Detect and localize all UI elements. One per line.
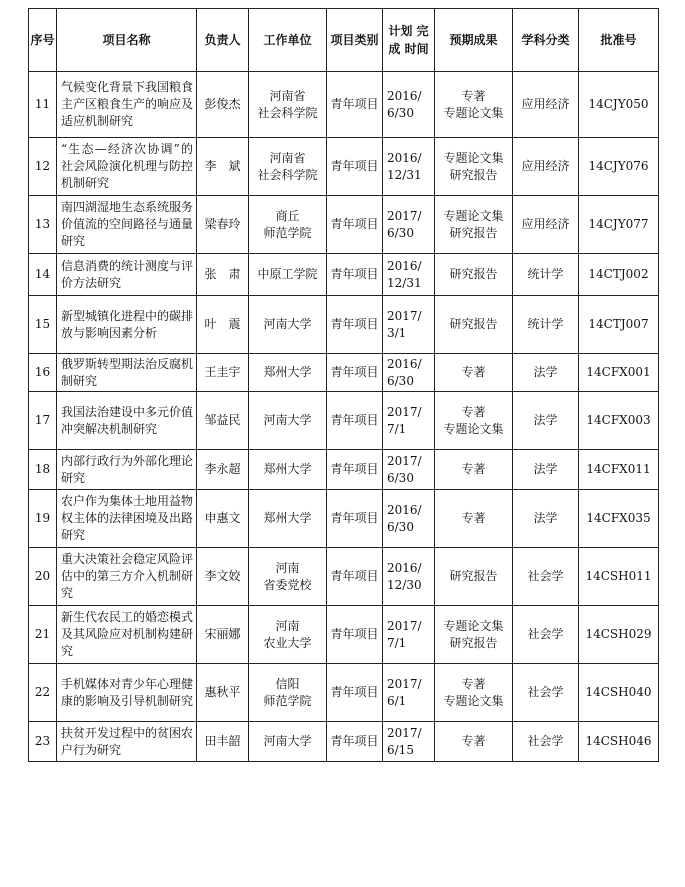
cell-result bbox=[435, 196, 513, 254]
cell-unit bbox=[249, 296, 327, 354]
cell-discipline: 法学 bbox=[513, 392, 579, 450]
cell-approval: 14CJY076 bbox=[579, 138, 659, 196]
cell-no: 17 bbox=[29, 392, 57, 450]
cell-unit-line: 商丘 bbox=[275, 208, 300, 223]
cell-date bbox=[383, 392, 435, 450]
cell-no: 13 bbox=[29, 196, 57, 254]
cell-no: 15 bbox=[29, 296, 57, 354]
cell-unit-line: 河南大学 bbox=[263, 734, 312, 748]
cell-date-line: 2017/ bbox=[387, 453, 422, 468]
cell-discipline: 社会学 bbox=[513, 664, 579, 722]
cell-project-name: 扶贫开发过程中的贫困农户行为研究 bbox=[57, 722, 197, 762]
cell-category: 青年项目 bbox=[327, 450, 383, 490]
cell-category: 青年项目 bbox=[327, 392, 383, 450]
cell-approval: 14CJY050 bbox=[579, 72, 659, 138]
cell-date-line: 7/1 bbox=[387, 421, 407, 436]
cell-leader: 申惠文 bbox=[197, 490, 249, 548]
cell-unit-line: 郑州大学 bbox=[263, 462, 312, 476]
cell-date-line: 6/30 bbox=[387, 373, 414, 388]
cell-unit-line: 省委党校 bbox=[263, 577, 312, 592]
header-approval: 批准号 bbox=[579, 9, 659, 72]
cell-date bbox=[383, 548, 435, 606]
cell-project-name: 农户作为集体土地用益物权主体的法律困境及出路研究 bbox=[57, 490, 197, 548]
cell-date bbox=[383, 606, 435, 664]
cell-date bbox=[383, 664, 435, 722]
cell-approval: 14CFX003 bbox=[579, 392, 659, 450]
cell-date-line: 7/1 bbox=[387, 635, 407, 650]
cell-approval: 14CTJ007 bbox=[579, 296, 659, 354]
cell-result bbox=[435, 490, 513, 548]
cell-date-line: 2016/ bbox=[387, 356, 422, 371]
header-discipline: 学科分类 bbox=[513, 9, 579, 72]
cell-approval: 14CTJ002 bbox=[579, 254, 659, 296]
cell-unit-line: 河南省 bbox=[269, 88, 306, 103]
cell-date bbox=[383, 450, 435, 490]
cell-unit-line: 河南 bbox=[275, 618, 300, 633]
cell-date-line: 2016/ bbox=[387, 150, 422, 165]
cell-unit-line: 中原工学院 bbox=[257, 267, 318, 281]
cell-leader: 张 肃 bbox=[197, 254, 249, 296]
cell-result-line: 专题论文集 bbox=[443, 208, 504, 223]
cell-project-name: 南四湖湿地生态系统服务价值流的空间路径与通量研究 bbox=[57, 196, 197, 254]
cell-result-line: 研究报告 bbox=[449, 167, 498, 182]
cell-unit-line: 河南省 bbox=[269, 150, 306, 165]
project-table bbox=[28, 8, 659, 762]
cell-category: 青年项目 bbox=[327, 722, 383, 762]
cell-result bbox=[435, 296, 513, 354]
cell-result-line: 专著 bbox=[461, 404, 486, 419]
cell-category: 青年项目 bbox=[327, 606, 383, 664]
cell-date bbox=[383, 296, 435, 354]
table-row bbox=[29, 606, 659, 664]
header-date-line: 计划 bbox=[388, 24, 413, 38]
table-row bbox=[29, 548, 659, 606]
header-leader: 负责人 bbox=[197, 9, 249, 72]
cell-result-line: 专著 bbox=[461, 676, 486, 691]
cell-leader: 田丰韶 bbox=[197, 722, 249, 762]
cell-date bbox=[383, 254, 435, 296]
cell-result-line: 专题论文集 bbox=[443, 105, 504, 120]
cell-discipline: 法学 bbox=[513, 450, 579, 490]
cell-unit bbox=[249, 722, 327, 762]
cell-date-line: 6/15 bbox=[387, 742, 414, 757]
cell-discipline: 社会学 bbox=[513, 722, 579, 762]
cell-date bbox=[383, 196, 435, 254]
cell-approval: 14CFX001 bbox=[579, 354, 659, 392]
cell-date-line: 2016/ bbox=[387, 88, 422, 103]
cell-date-line: 2017/ bbox=[387, 618, 422, 633]
cell-unit-line: 河南大学 bbox=[263, 413, 312, 427]
cell-date bbox=[383, 138, 435, 196]
cell-leader: 王圭宇 bbox=[197, 354, 249, 392]
cell-leader: 李 斌 bbox=[197, 138, 249, 196]
cell-date-line: 6/30 bbox=[387, 519, 414, 534]
cell-discipline: 社会学 bbox=[513, 548, 579, 606]
cell-leader: 李文姣 bbox=[197, 548, 249, 606]
cell-approval: 14CJY077 bbox=[579, 196, 659, 254]
cell-result-line: 专题论文集 bbox=[443, 421, 504, 436]
table-row bbox=[29, 254, 659, 296]
table-row bbox=[29, 664, 659, 722]
table-row bbox=[29, 196, 659, 254]
cell-date-line: 2016/ bbox=[387, 258, 422, 273]
cell-result-line: 专著 bbox=[461, 365, 486, 379]
table-row bbox=[29, 392, 659, 450]
cell-date-line: 3/1 bbox=[387, 325, 407, 340]
table-body bbox=[29, 72, 659, 762]
header-result: 预期成果 bbox=[435, 9, 513, 72]
cell-result-line: 研究报告 bbox=[449, 317, 498, 331]
cell-unit-line: 信阳 bbox=[275, 676, 300, 691]
cell-leader: 宋丽娜 bbox=[197, 606, 249, 664]
cell-discipline: 统计学 bbox=[513, 296, 579, 354]
cell-unit bbox=[249, 254, 327, 296]
cell-result bbox=[435, 450, 513, 490]
cell-category: 青年项目 bbox=[327, 664, 383, 722]
cell-project-name: 信息消费的统计测度与评价方法研究 bbox=[57, 254, 197, 296]
cell-date-line: 2016/ bbox=[387, 560, 422, 575]
cell-category: 青年项目 bbox=[327, 296, 383, 354]
cell-leader: 李永超 bbox=[197, 450, 249, 490]
cell-result bbox=[435, 606, 513, 664]
cell-project-name: 新型城镇化进程中的碳排放与影响因素分析 bbox=[57, 296, 197, 354]
header-unit: 工作单位 bbox=[249, 9, 327, 72]
cell-no: 11 bbox=[29, 72, 57, 138]
cell-leader: 彭俊杰 bbox=[197, 72, 249, 138]
cell-result-line: 专著 bbox=[461, 88, 486, 103]
cell-no: 20 bbox=[29, 548, 57, 606]
cell-unit-line: 河南大学 bbox=[263, 317, 312, 331]
cell-unit bbox=[249, 548, 327, 606]
cell-result-line: 专著 bbox=[461, 734, 486, 748]
cell-date bbox=[383, 490, 435, 548]
cell-approval: 14CFX035 bbox=[579, 490, 659, 548]
cell-discipline: 社会学 bbox=[513, 606, 579, 664]
cell-unit bbox=[249, 138, 327, 196]
header-no: 序号 bbox=[29, 9, 57, 72]
cell-discipline: 法学 bbox=[513, 354, 579, 392]
cell-leader: 叶 震 bbox=[197, 296, 249, 354]
cell-date bbox=[383, 722, 435, 762]
cell-date-line: 6/30 bbox=[387, 470, 414, 485]
cell-leader: 邹益民 bbox=[197, 392, 249, 450]
cell-result-line: 专题论文集 bbox=[443, 150, 504, 165]
cell-date-line: 2017/ bbox=[387, 725, 422, 740]
cell-category: 青年项目 bbox=[327, 138, 383, 196]
cell-category: 青年项目 bbox=[327, 254, 383, 296]
cell-unit bbox=[249, 450, 327, 490]
cell-project-name: 手机媒体对青少年心理健康的影响及引导机制研究 bbox=[57, 664, 197, 722]
cell-unit-line: 师范学院 bbox=[263, 693, 312, 708]
cell-approval: 14CSH046 bbox=[579, 722, 659, 762]
cell-result-line: 专著 bbox=[461, 462, 486, 476]
cell-date-line: 12/31 bbox=[387, 167, 422, 182]
cell-project-name: “生态—经济次协调”的社会风险演化机理与防控机制研究 bbox=[57, 138, 197, 196]
cell-approval: 14CSH029 bbox=[579, 606, 659, 664]
cell-result-line: 研究报告 bbox=[449, 267, 498, 281]
cell-no: 22 bbox=[29, 664, 57, 722]
cell-category: 青年项目 bbox=[327, 72, 383, 138]
cell-result bbox=[435, 392, 513, 450]
cell-date bbox=[383, 354, 435, 392]
table-row bbox=[29, 354, 659, 392]
cell-no: 14 bbox=[29, 254, 57, 296]
header-name: 项目名称 bbox=[57, 9, 197, 72]
cell-unit-line: 师范学院 bbox=[263, 225, 312, 240]
cell-category: 青年项目 bbox=[327, 548, 383, 606]
cell-date-line: 6/1 bbox=[387, 693, 407, 708]
cell-category: 青年项目 bbox=[327, 196, 383, 254]
cell-no: 16 bbox=[29, 354, 57, 392]
cell-discipline: 应用经济 bbox=[513, 196, 579, 254]
cell-approval: 14CSH011 bbox=[579, 548, 659, 606]
table-row bbox=[29, 450, 659, 490]
cell-date-line: 12/30 bbox=[387, 577, 422, 592]
header-date bbox=[383, 9, 435, 72]
cell-result bbox=[435, 138, 513, 196]
cell-leader: 梁春玲 bbox=[197, 196, 249, 254]
table-row bbox=[29, 296, 659, 354]
header-row bbox=[29, 9, 659, 72]
cell-result-line: 研究报告 bbox=[449, 225, 498, 240]
cell-date bbox=[383, 72, 435, 138]
cell-no: 21 bbox=[29, 606, 57, 664]
cell-date-line: 2016/ bbox=[387, 502, 422, 517]
cell-category: 青年项目 bbox=[327, 354, 383, 392]
cell-unit-line: 郑州大学 bbox=[263, 365, 312, 379]
cell-no: 12 bbox=[29, 138, 57, 196]
cell-category: 青年项目 bbox=[327, 490, 383, 548]
cell-date-line: 2017/ bbox=[387, 404, 422, 419]
cell-date-line: 2017/ bbox=[387, 208, 422, 223]
cell-project-name: 气候变化背景下我国粮食主产区粮食生产的响应及适应机制研究 bbox=[57, 72, 197, 138]
cell-project-name: 俄罗斯转型期法治反腐机制研究 bbox=[57, 354, 197, 392]
cell-result bbox=[435, 354, 513, 392]
cell-unit bbox=[249, 354, 327, 392]
header-date-line: 完成 bbox=[388, 24, 429, 56]
cell-project-name: 重大决策社会稳定风险评估中的第三方介入机制研究 bbox=[57, 548, 197, 606]
cell-unit-line: 社会科学院 bbox=[257, 167, 318, 182]
cell-date-line: 6/30 bbox=[387, 105, 414, 120]
header-date-line: 时间 bbox=[404, 42, 429, 56]
cell-discipline: 应用经济 bbox=[513, 72, 579, 138]
cell-unit-line: 河南 bbox=[275, 560, 300, 575]
cell-unit bbox=[249, 490, 327, 548]
cell-result-line: 专题论文集 bbox=[443, 693, 504, 708]
cell-no: 23 bbox=[29, 722, 57, 762]
table-row bbox=[29, 722, 659, 762]
cell-project-name: 新生代农民工的婚恋模式及其风险应对机制构建研究 bbox=[57, 606, 197, 664]
cell-discipline: 统计学 bbox=[513, 254, 579, 296]
cell-approval: 14CFX011 bbox=[579, 450, 659, 490]
cell-date-line: 2017/ bbox=[387, 676, 422, 691]
cell-result bbox=[435, 254, 513, 296]
cell-project-name: 内部行政行为外部化理论研究 bbox=[57, 450, 197, 490]
cell-unit bbox=[249, 664, 327, 722]
table-row bbox=[29, 72, 659, 138]
cell-approval: 14CSH040 bbox=[579, 664, 659, 722]
cell-no: 18 bbox=[29, 450, 57, 490]
cell-discipline: 应用经济 bbox=[513, 138, 579, 196]
cell-unit bbox=[249, 392, 327, 450]
cell-unit-line: 农业大学 bbox=[263, 635, 312, 650]
cell-result bbox=[435, 664, 513, 722]
cell-result bbox=[435, 72, 513, 138]
cell-leader: 惠秋平 bbox=[197, 664, 249, 722]
cell-result-line: 专著 bbox=[461, 511, 486, 525]
cell-unit bbox=[249, 196, 327, 254]
cell-unit bbox=[249, 606, 327, 664]
cell-result-line: 专题论文集 bbox=[443, 618, 504, 633]
table-row bbox=[29, 138, 659, 196]
cell-result bbox=[435, 722, 513, 762]
cell-date-line: 12/31 bbox=[387, 275, 422, 290]
cell-unit-line: 社会科学院 bbox=[257, 105, 318, 120]
cell-result-line: 研究报告 bbox=[449, 635, 498, 650]
cell-no: 19 bbox=[29, 490, 57, 548]
cell-unit-line: 郑州大学 bbox=[263, 511, 312, 525]
cell-date-line: 2017/ bbox=[387, 308, 422, 323]
cell-discipline: 法学 bbox=[513, 490, 579, 548]
cell-date-line: 6/30 bbox=[387, 225, 414, 240]
cell-result bbox=[435, 548, 513, 606]
cell-project-name: 我国法治建设中多元价值冲突解决机制研究 bbox=[57, 392, 197, 450]
cell-unit bbox=[249, 72, 327, 138]
table-row bbox=[29, 490, 659, 548]
header-category: 项目类别 bbox=[327, 9, 383, 72]
cell-result-line: 研究报告 bbox=[449, 569, 498, 583]
